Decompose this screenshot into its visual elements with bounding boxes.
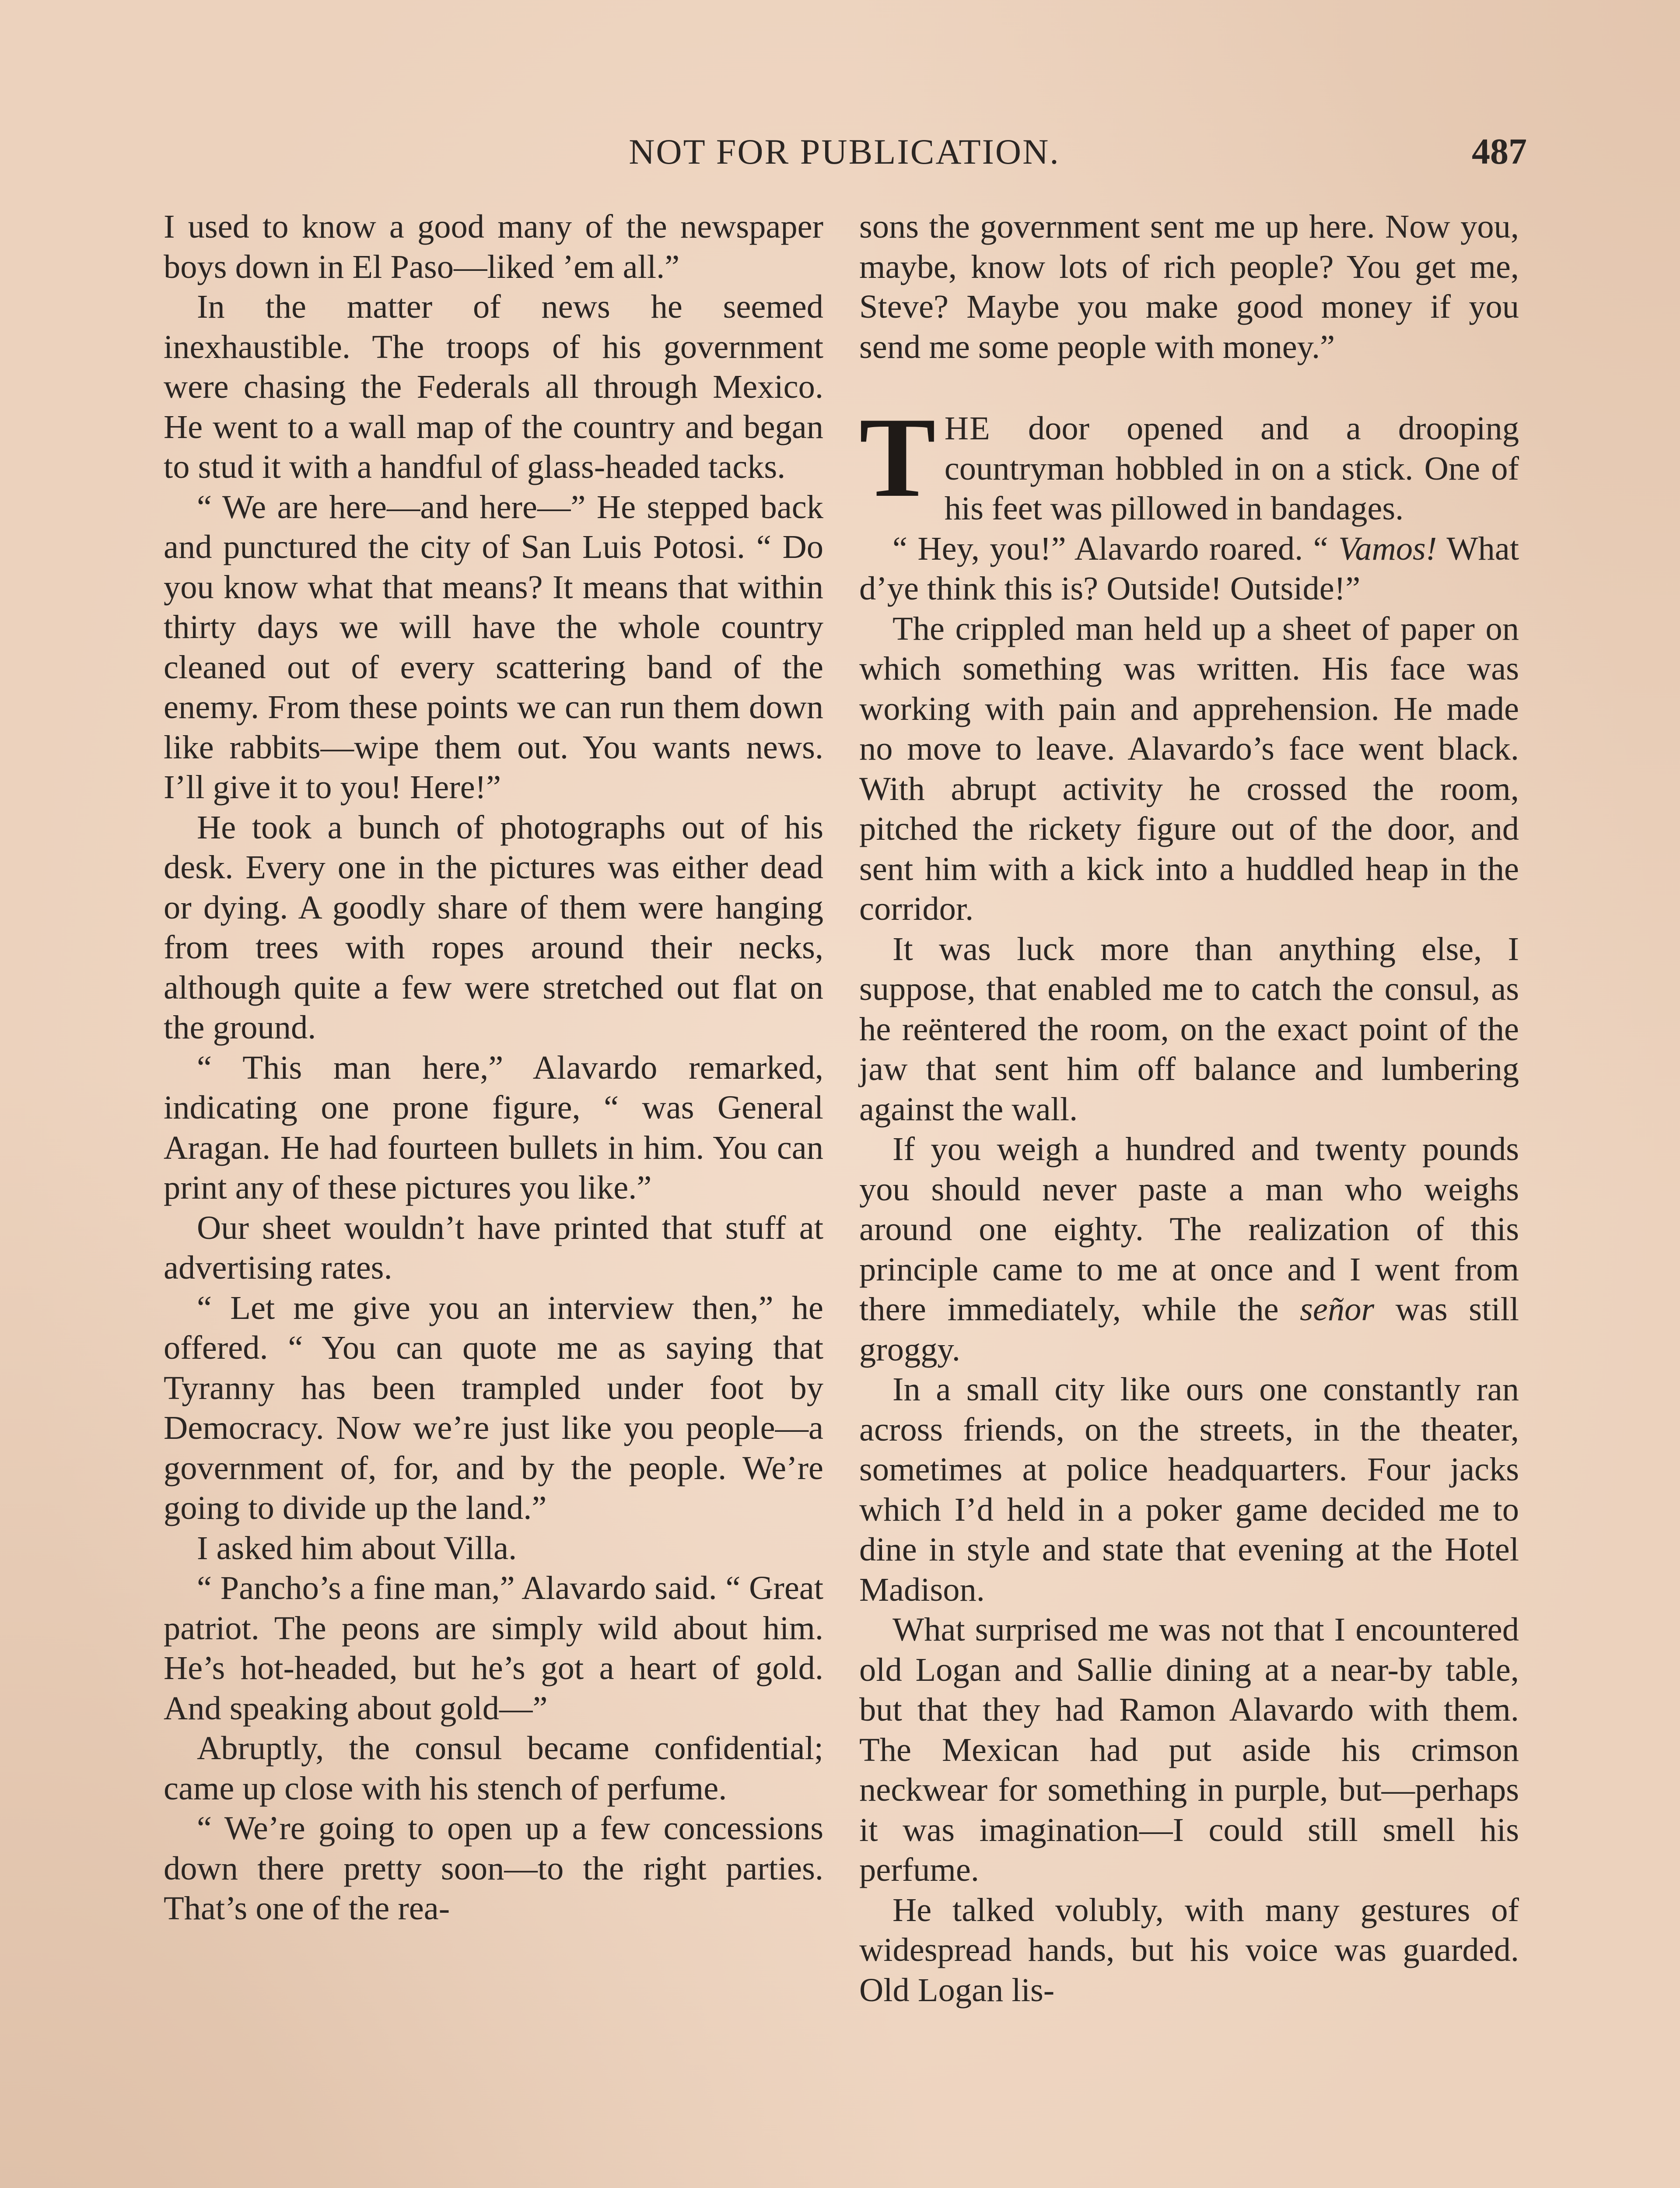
paragraph-text: was still groggy. bbox=[859, 1290, 1519, 1368]
left-column bbox=[164, 207, 823, 1929]
running-title: NOT FOR PUBLICATION. bbox=[629, 132, 1060, 172]
paragraph-text: door opened and a drooping countryman hobbled in on a stick. One of his feet was pillowed in bandages. bbox=[944, 410, 1519, 527]
paragraph: “ This man here,” Alavardo remarked, indicating one prone figure, “ was General Aragan. He had fourteen bullets in him. You can print any of these pictures you like.” bbox=[164, 1048, 823, 1206]
paragraph: Abruptly, the consul became confidential; came up close with his stench of perfume. bbox=[164, 1729, 823, 1807]
italic-word: Vamos! bbox=[1338, 529, 1437, 567]
paragraph: He talked volubly, with many gestures of widespread hands, but his voice was guarded. Old Logan lis- bbox=[859, 1891, 1519, 2009]
paragraph bbox=[859, 1129, 1519, 1369]
paragraph bbox=[859, 529, 1519, 609]
paragraph: sons the government sent me up here. Now you, maybe, know lots of rich people? You get me, Steve? Maybe you make good money if you send me some people with money.” bbox=[859, 208, 1519, 365]
paragraph: “ We are here—and here—” He stepped back and punctured the city of San Luis Potosi. “ Do you know what that means? It means that within thirty days we will have the whole country cleaned out of every scattering band of the enemy. From these points we can run them down like rabbits—wipe them out. You wants news. I’ll give it to you! Here!” bbox=[164, 488, 823, 806]
paragraph: Our sheet wouldn’t have printed that stuff at advertising rates. bbox=[164, 1209, 823, 1286]
section-opening-paragraph bbox=[859, 394, 1519, 529]
paragraph: It was luck more than anything else, I suppose, that enabled me to catch the consul, as he reëntered the room, on the exact point of the jaw that sent him off balance and lumbering against the wall. bbox=[859, 930, 1519, 1128]
paragraph-text: If you weigh a hundred and twenty pounds you should never paste a man who weighs around one eighty. The realization of this principle came to me at once and I went from there immediately, while the bbox=[859, 1130, 1519, 1328]
page-number: 487 bbox=[1472, 131, 1527, 172]
paragraph-text: What d’ye think this is? Outside! Outside!” bbox=[859, 529, 1519, 607]
paragraph: “ Pancho’s a fine man,” Alavardo said. “ Great patriot. The peons are simply wild about him. He’s hot-headed, but he’s got a heart of gold. And speaking about gold—” bbox=[164, 1569, 823, 1727]
paragraph: In the matter of news he seemed inexhaustible. The troops of his government were chasing the Federals all through Mexico. He went to a wall map of the country and began to stud it with a handful of glass-headed tacks. bbox=[164, 288, 823, 485]
paragraph: In a small city like ours one constantly ran across friends, on the streets, in the theater, sometimes at police headquarters. Four jacks which I’d held in a poker game decided me to dine in style and state that evening at the Hotel Madison. bbox=[859, 1371, 1519, 1608]
paragraph: “ Let me give you an interview then,” he offered. “ You can quote me as saying that Tyranny has been trampled under foot by Democracy. Now we’re just like you people—a government of, for, and by the people. We’re going to divide up the land.” bbox=[164, 1289, 823, 1526]
running-head bbox=[162, 128, 1527, 176]
first-word: HE bbox=[944, 410, 991, 447]
paragraph: I asked him about Villa. bbox=[197, 1529, 517, 1567]
drop-cap: T bbox=[859, 394, 936, 521]
paragraph: The crippled man held up a sheet of paper on which something was written. His face was working with pain and apprehension. He made no move to leave. Alavardo’s face went black. With abrupt activity he crossed the room, pitched the rickety figure out of the door, and sent him with a kick into a huddled heap in the corridor. bbox=[859, 610, 1519, 927]
paragraph: What surprised me was not that I encountered old Logan and Sallie dining at a near-by table, but that they had Ramon Alavardo with them. The Mexican had put aside his crimson neckwear for something in purple, but—perhaps it was imagination—I could still smell his perfume. bbox=[859, 1611, 1519, 1888]
paragraph: He took a bunch of photographs out of his desk. Every one in the pictures was either dead or dying. A goodly share of them were hanging from trees with ropes around their necks, although quite a few were stretched out flat on the ground. bbox=[164, 808, 823, 1046]
right-column bbox=[859, 207, 1519, 2010]
italic-word: señor bbox=[1300, 1290, 1375, 1328]
paragraph: “ We’re going to open up a few concessions down there pretty soon—to the right parties. That’s one of the rea- bbox=[164, 1809, 823, 1927]
paragraph-text: “ Hey, you!” Alavardo roared. “ bbox=[892, 529, 1339, 567]
paragraph: I used to know a good many of the newspaper boys down in El Paso—liked ’em all.” bbox=[164, 208, 823, 285]
